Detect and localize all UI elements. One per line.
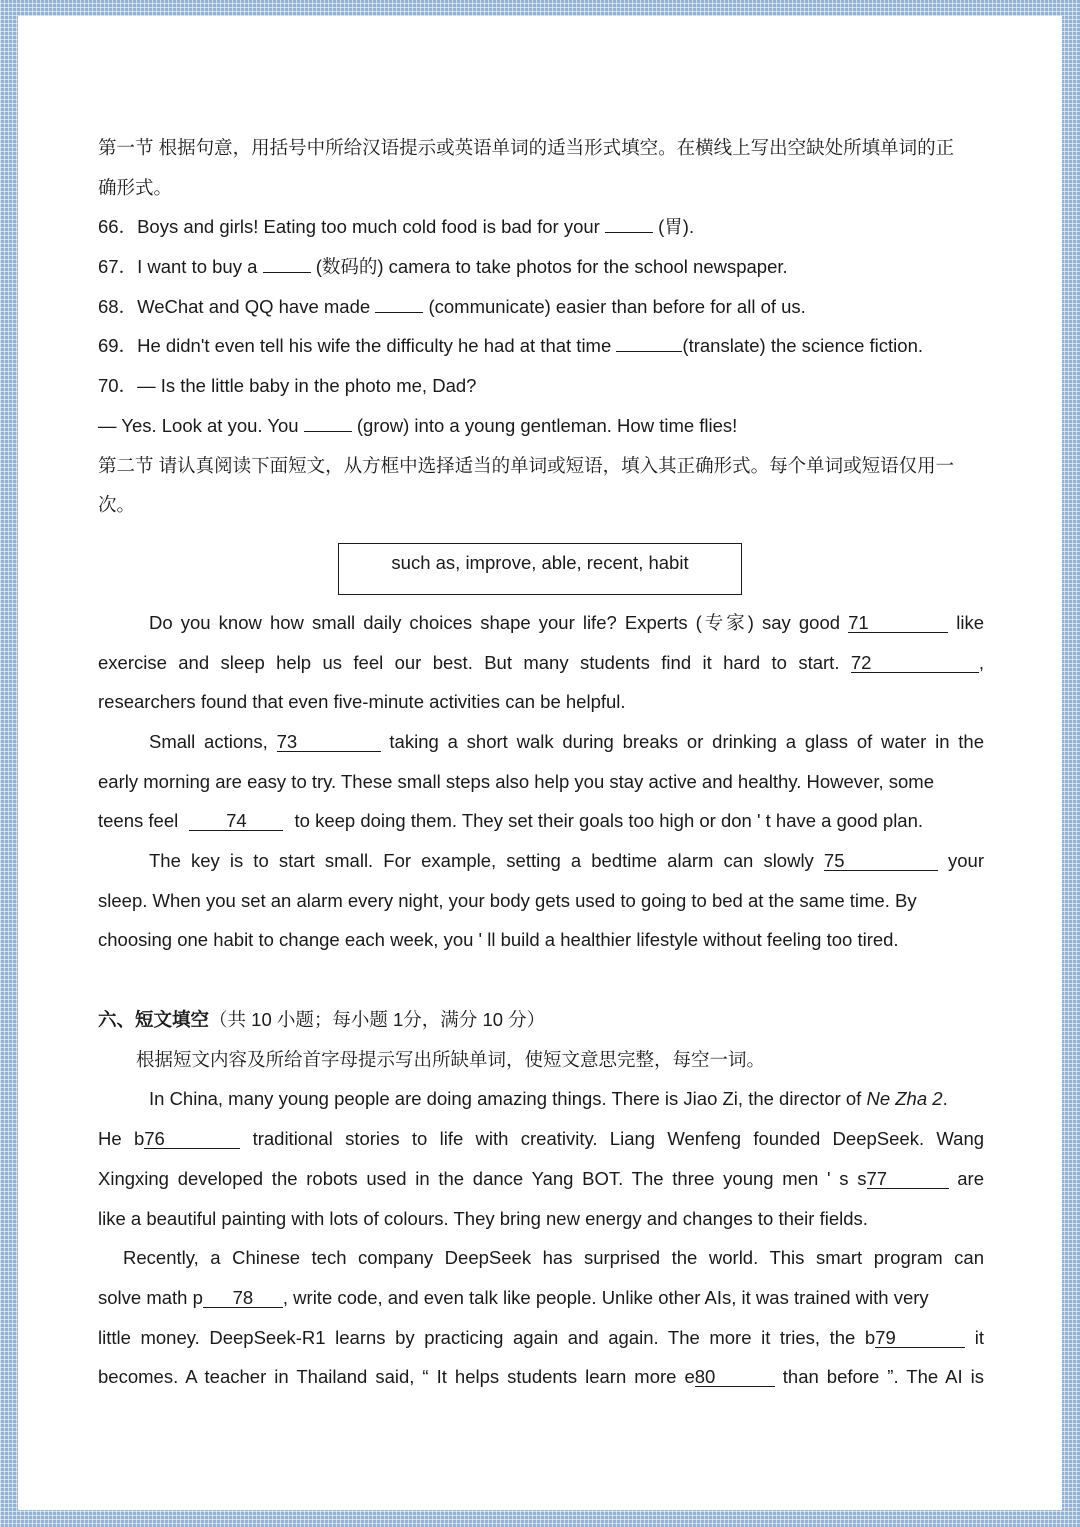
passage3-text: your xyxy=(948,850,984,871)
blank-77-group xyxy=(98,1168,949,1189)
blank-80-group xyxy=(98,1366,775,1387)
s6-passage1-line2 xyxy=(98,1119,984,1159)
passage1-text: exercise and sleep help us feel our best. But many students find it hard to start. xyxy=(98,651,840,673)
question-69 xyxy=(98,326,984,366)
passage1-text: , xyxy=(978,651,984,673)
blank-73[interactable]: 73 xyxy=(277,733,381,752)
section1-intro-line1: 第一节 根据句意，用括号中所给汉语提示或英语单词的适当形式填空。在横线上写出空缺处所填单词的正 xyxy=(98,137,955,158)
passage2-text: taking a short walk during breaks or drinking a glass of water in the xyxy=(389,730,984,752)
blank-72-group xyxy=(851,652,984,673)
passage2-line3 xyxy=(98,801,984,841)
question-70-answer xyxy=(98,406,984,446)
passage1-line3: researchers found that even five-minute activities can be helpful. xyxy=(98,691,626,713)
section6-scoring: （共 10 小题；每小题 1分，满分 10 分） xyxy=(209,1009,546,1031)
section6-heading xyxy=(98,1000,984,1040)
s6-passage2-text: becomes. A teacher in Thailand said, “ It helps students learn more e xyxy=(98,1366,695,1388)
s6-passage1-line1 xyxy=(98,1079,984,1119)
q68-hint: (communicate) easier than before for all of us. xyxy=(428,295,806,317)
s6-passage2-line1: Recently, a Chinese tech company DeepSeek has surprised the world. This smart program can xyxy=(123,1247,984,1269)
blank-78[interactable]: 78 xyxy=(203,1289,283,1308)
passage3-line3: choosing one habit to change each week, you ' ll build a healthier lifestyle without feeling too tired. xyxy=(98,929,899,951)
blank-74[interactable]: 74 xyxy=(189,812,283,831)
section2-intro-line2: 次。 xyxy=(98,494,136,516)
section-gap xyxy=(98,960,984,1000)
passage3-line1 xyxy=(98,841,984,881)
s6-passage1-line3 xyxy=(98,1159,984,1199)
q66-blank[interactable] xyxy=(605,216,653,233)
q68-blank[interactable] xyxy=(375,296,423,313)
s6-passage2-line4 xyxy=(98,1357,984,1397)
question-67 xyxy=(98,247,984,287)
s6-passage2-line2 xyxy=(98,1278,984,1318)
s6-passage1-text: In China, many young people are doing amazing things. There is Jiao Zi, the director of xyxy=(149,1088,862,1110)
s6-passage1-text: Xingxing developed the robots used in the dance Yang BOT. The three young men ' s s xyxy=(98,1167,867,1189)
q70-text: — Yes. Look at you. You xyxy=(98,414,299,436)
blank-75[interactable]: 75 xyxy=(824,852,938,871)
blank-79-group xyxy=(98,1327,965,1348)
q70-blank[interactable] xyxy=(304,415,352,432)
s6-passage2-text: it xyxy=(974,1326,984,1348)
blank-76-group xyxy=(98,1128,240,1149)
blank-76[interactable]: 76 xyxy=(144,1130,240,1149)
s6-passage2-text: little money. DeepSeek-R1 learns by practicing again and again. The more it tries, the b xyxy=(98,1326,876,1348)
passage1-text: like xyxy=(956,611,985,633)
passage1-line2 xyxy=(98,643,984,683)
film-title: Ne Zha 2 xyxy=(866,1088,943,1110)
s6-passage2-line3 xyxy=(98,1318,984,1358)
s6-passage1-text: are xyxy=(957,1167,984,1189)
s6-passage1-line4: like a beautiful painting with lots of colours. They bring new energy and changes to their fields. xyxy=(98,1207,868,1229)
blank-71[interactable]: 71 xyxy=(848,614,948,633)
q68-text: 68．WeChat and QQ have made xyxy=(98,295,371,317)
question-66 xyxy=(98,207,984,247)
q66-text: 66．Boys and girls! Eating too much cold food is bad for your xyxy=(98,216,600,238)
s6-passage2-text: solve math p xyxy=(98,1286,203,1308)
passage1-line1 xyxy=(98,603,984,643)
q69-text: 69．He didn't even tell his wife the difficulty he had at that time xyxy=(98,335,612,357)
passage3-line2: sleep. When you set an alarm every night, your body gets used to going to bed at the same time. By xyxy=(98,889,917,911)
s6-passage2-text: , write code, and even talk like people. Unlike other AIs, it was trained with very xyxy=(282,1286,929,1308)
q69-blank[interactable] xyxy=(616,335,682,352)
q70-hint: (grow) into a young gentleman. How time flies! xyxy=(356,414,738,436)
q67-hint: (数码的) camera to take photos for the school newspaper. xyxy=(315,256,788,278)
passage3-text: The key is to start small. For example, setting a bedtime alarm can slowly xyxy=(149,850,814,871)
passage2-line1 xyxy=(98,722,984,762)
q69-hint: (translate) the science fiction. xyxy=(682,335,924,357)
exam-page xyxy=(18,16,1062,1510)
question-68 xyxy=(98,287,984,327)
passage2-line2: early morning are easy to try. These small steps also help you stay active and healthy. However, some xyxy=(98,770,934,792)
section2-intro-line1: 第二节 请认真阅读下面短文，从方框中选择适当的单词或短语，填入其正确形式。每个单词或短语仅用一 xyxy=(98,454,955,476)
blank-79[interactable]: 79 xyxy=(875,1329,965,1348)
passage2-text: teens feel xyxy=(98,810,179,832)
blank-77[interactable]: 77 xyxy=(867,1170,949,1189)
section6-instruction: 根据短文内容及所给首字母提示写出所缺单词，使短文意思完整，每空一词。 xyxy=(136,1048,766,1070)
exam-content xyxy=(98,128,984,1397)
s6-passage2-text: than before ”. The AI is xyxy=(782,1366,985,1388)
word-box: such as, improve, able, recent, habit xyxy=(338,543,742,595)
passage1-text: Do you know how small daily choices shape your life? Experts (专家) say good xyxy=(149,611,841,633)
q66-hint: (胃). xyxy=(658,216,695,238)
passage2-text: Small actions, xyxy=(149,730,268,752)
blank-72[interactable]: 72 xyxy=(851,654,979,673)
s6-passage1-text: traditional stories to life with creativity. Liang Wenfeng founded DeepSeek. Wang xyxy=(252,1128,985,1150)
blank-80[interactable]: 80 xyxy=(695,1368,775,1387)
q67-blank[interactable] xyxy=(263,256,311,273)
s6-passage1-text: He b xyxy=(98,1128,145,1150)
q67-text: 67．I want to buy a xyxy=(98,256,258,278)
section1-intro-line2: 确形式。 xyxy=(98,176,173,198)
s6-passage1-text: . xyxy=(942,1088,948,1110)
section6-title: 六、短文填空 xyxy=(98,1009,210,1031)
question-70: 70．— Is the little baby in the photo me, Dad? xyxy=(98,375,477,397)
passage2-text: to keep doing them. They set their goals too high or don ' t have a good plan. xyxy=(294,810,924,832)
